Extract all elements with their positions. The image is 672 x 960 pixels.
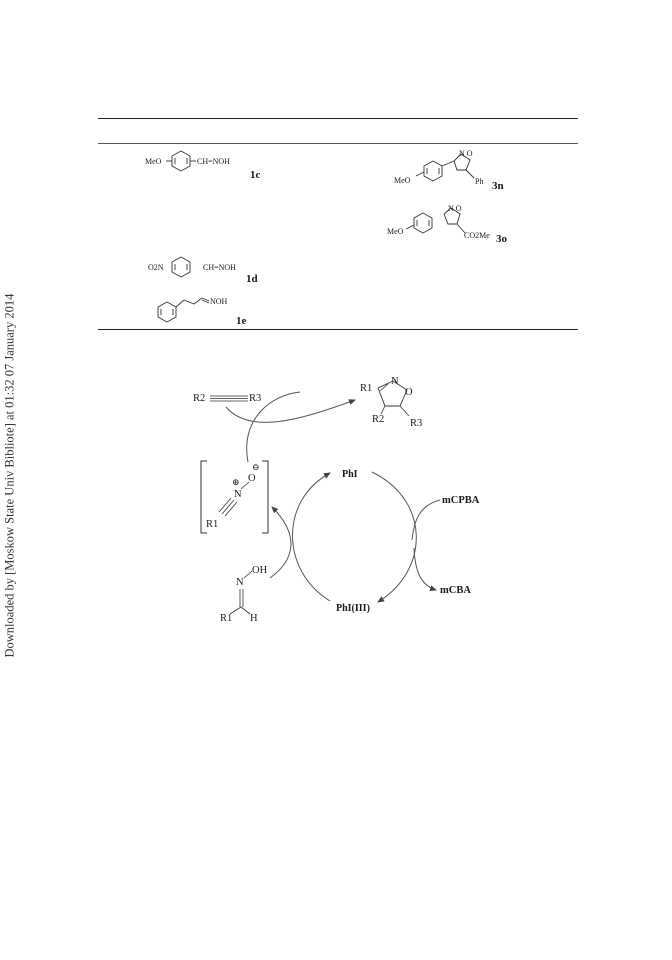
oxime-oh: OH — [252, 565, 268, 576]
3o-label: 3o — [496, 233, 507, 245]
1c-label: 1c — [250, 169, 261, 181]
compound-1d — [172, 257, 190, 277]
byproduct-mcba: mCBA — [440, 585, 471, 596]
product-r2: R2 — [372, 414, 385, 425]
product-n: N — [391, 376, 399, 387]
3n-label: 3n — [492, 180, 504, 192]
3o-substituent: MeO — [387, 227, 404, 236]
nitrile-oxide-o: O — [248, 473, 256, 484]
nitrile-oxide-intermediate — [201, 461, 268, 533]
1e-oxime-group: NOH — [210, 297, 228, 306]
1d-label: 1d — [246, 273, 258, 285]
oxime-h: H — [250, 613, 258, 624]
download-watermark: Downloaded by [Moskow State Univ Bibliote] at 01:32 07 January 2014 — [2, 293, 17, 658]
alkyne-r3: R3 — [249, 393, 262, 404]
1e-label: 1e — [236, 315, 247, 327]
aldoxime — [220, 565, 268, 624]
compound-1e — [158, 298, 209, 322]
3n-ring-atoms: N O — [459, 149, 473, 158]
compound-3n — [416, 154, 474, 181]
catalyst-phi: PhI — [342, 469, 358, 480]
1d-oxime-group: CH=NOH — [203, 263, 236, 272]
3o-ester-group: CO2Me — [464, 231, 490, 240]
oxime-n: N — [236, 577, 244, 588]
product-o: O — [405, 387, 413, 398]
compound-1c — [166, 151, 196, 171]
nitrile-oxide-r1: R1 — [206, 519, 219, 530]
nitrile-oxide-n: N — [234, 489, 242, 500]
isoxazoline-product — [360, 376, 422, 429]
oxime-r1: R1 — [220, 613, 233, 624]
3n-phenyl-group: Ph — [475, 177, 484, 186]
3n-substituent: MeO — [394, 176, 411, 185]
oxidant-mcpba: mCPBA — [442, 495, 480, 506]
catalyst-phi-iii: PhI(III) — [336, 603, 370, 614]
3o-ring-atoms: N O — [448, 204, 462, 213]
nitrile-oxide-plus: ⊕ — [232, 477, 240, 487]
alkyne — [193, 393, 261, 404]
nitrile-oxide-minus: ⊖ — [252, 462, 260, 472]
product-r3: R3 — [410, 418, 423, 429]
1d-substituent: O2N — [148, 263, 164, 272]
product-r1: R1 — [360, 383, 373, 394]
alkyne-r2: R2 — [193, 393, 206, 404]
1c-oxime-group: CH=NOH — [197, 157, 230, 166]
1c-substituent: MeO — [145, 157, 162, 166]
